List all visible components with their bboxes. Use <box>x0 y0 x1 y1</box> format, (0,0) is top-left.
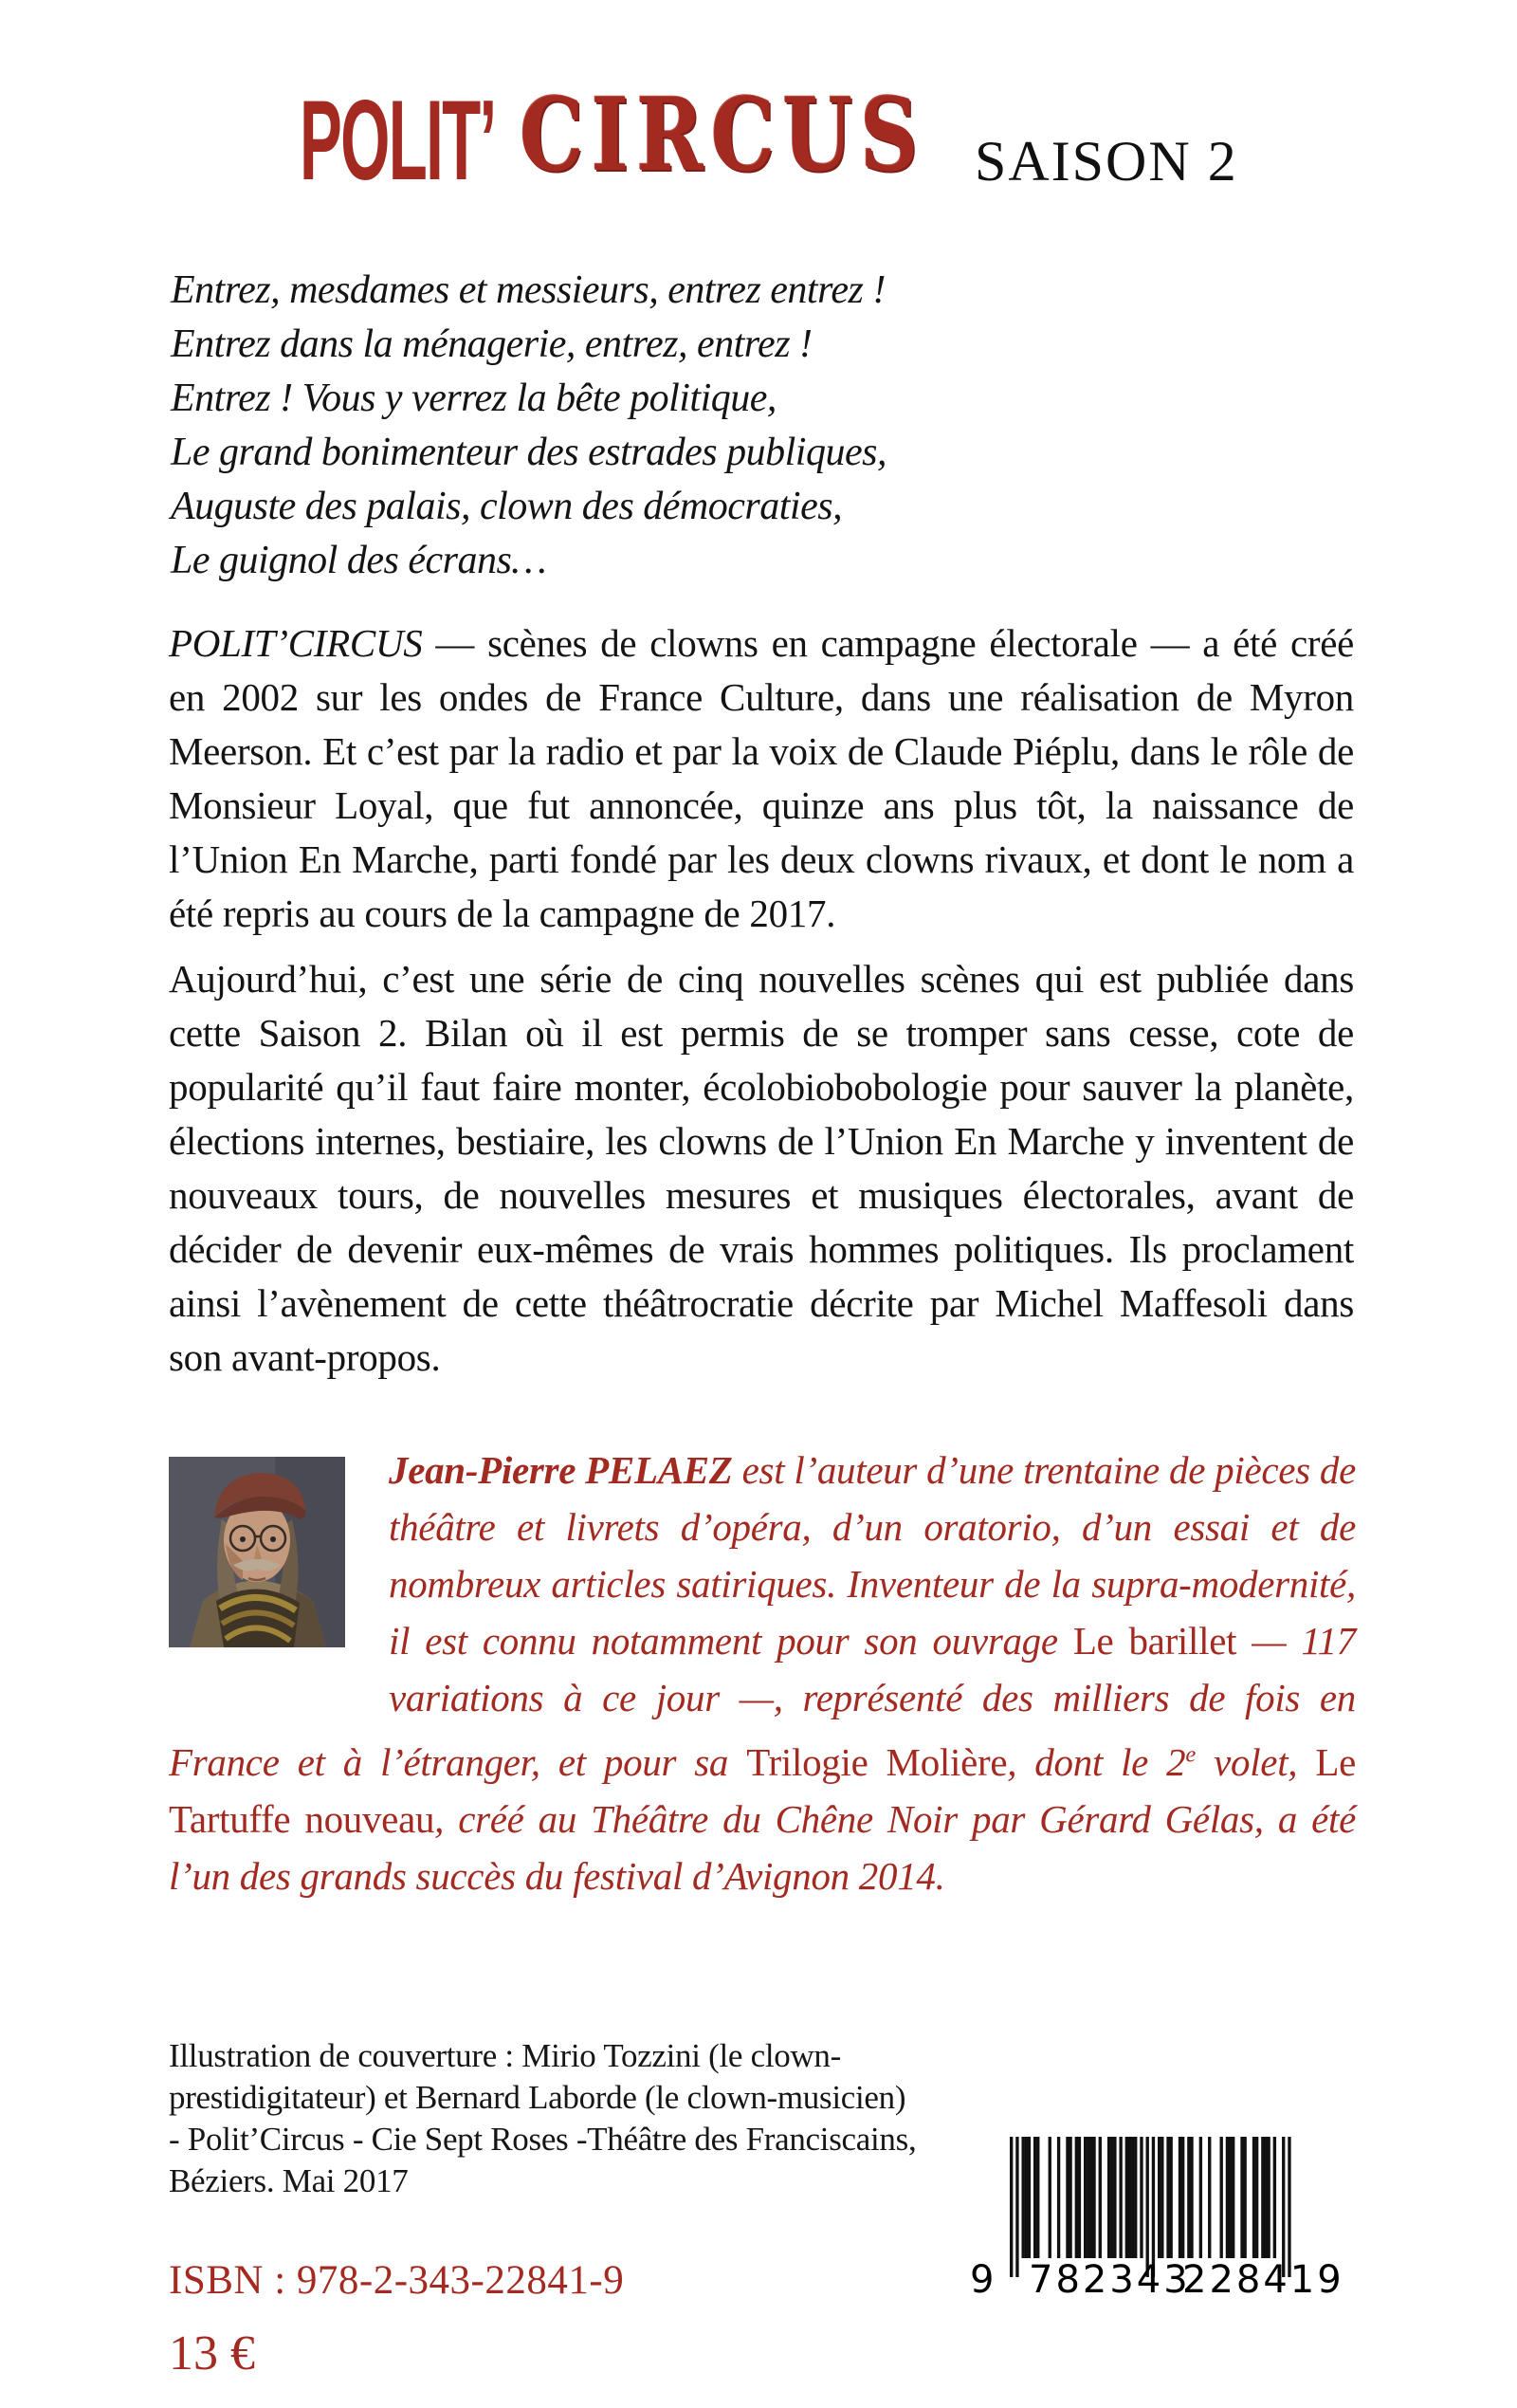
isbn-label: ISBN : 978-2-343-22841-9 <box>169 2258 625 2303</box>
synopsis-paragraph-2: Aujourd’hui, c’est une série de cinq nouvelles scènes qui est publiée dans cette Saison 2. Bilan où il est permis de se tromper sans cesse, cote de popularité qu’il faut faire monter, écolobiobobologie pour sauver la planète, élections internes, bestiaire, les clowns de l’Union En Marche y inventent de nouveaux tours, de nouvelles mesures et musiques électorales, avant de décider de devenir eux-mêmes de vrais hommes politiques. Ils proclament ainsi l’avènement de cette théâtrocratie décrite par Michel Maffesoli dans son avant-propos. <box>169 957 1354 1379</box>
credit-line: prestidigitateur) et Bernard Laborde (le clown-musicien) <box>169 2079 906 2116</box>
cover-credit <box>169 2035 965 2202</box>
author-photo <box>169 1457 345 1647</box>
synopsis-paragraph-1-text: — scènes de clowns en campagne électorale — a été créé en 2002 sur les ondes de France Culture, dans une réalisation de Myron Meerson. Et c’est par la radio et par la voix de Claude Piéplu, dans le rôle de Monsieur Loyal, que fut annoncée, quinze ans plus tôt, la naissance de l’Union En Marche, parti fondé par les deux clowns rivaux, et dont le nom a été repris au cours de la campagne de 2017. <box>169 621 1354 935</box>
poem-line: Entrez dans la ménagerie, entrez, entrez ! <box>171 322 813 366</box>
bio-segment: est l’auteur d’une trentaine de pièces de théâtre et livrets d’opéra, d’un oratorio, d’un essai et de nombreux articles satiriques. Inventeur de la supra-modernité, il est connu notamment pour son ouvrage <box>389 1448 1356 1663</box>
poem-line: Entrez ! Vous y verrez la bête politique, <box>171 377 777 420</box>
title-polit: POLIT’ <box>300 77 496 204</box>
poem-block <box>171 264 1214 588</box>
bio-segment: , créé au Théâtre du Chêne Noir par Gérard Gélas, a été l’un des grands succès du festival d’Avignon 2014. <box>169 1796 1356 1898</box>
bio-segment: e <box>1185 1741 1197 1767</box>
bio-segment: volet, <box>1196 1739 1316 1784</box>
bio-segment: Jean-Pierre PELAEZ <box>389 1448 742 1492</box>
barcode-digits-right: 228419 <box>1182 2258 1344 2302</box>
barcode-digits-left: 782343 <box>1029 2258 1191 2302</box>
poem-line: Le guignol des écrans… <box>171 539 547 582</box>
title-saison: SAISON 2 <box>975 130 1238 193</box>
poem-line: Le grand bonimenteur des estrades publiques, <box>171 431 886 474</box>
synopsis-paragraph-1 <box>169 616 1354 941</box>
credit-line: Illustration de couverture : Mirio Tozzini (le clown- <box>169 2037 841 2074</box>
book-title-inline: POLIT’CIRCUS <box>169 621 423 665</box>
poem-line: Auguste des palais, clown des démocraties, <box>171 485 843 528</box>
credit-line: - Polit’Circus - Cie Sept Roses -Théâtre des Franciscains, <box>169 2121 917 2158</box>
author-bio <box>169 1442 1356 1904</box>
bio-segment: Trilogie Molière <box>746 1739 1008 1784</box>
ean13-barcode <box>970 2137 1344 2303</box>
barcode-digit-lead: 9 <box>970 2258 995 2302</box>
bio-segment: Le barillet <box>1072 1619 1237 1663</box>
credit-line: Béziers. Mai 2017 <box>169 2162 409 2199</box>
bio-segment: Le Tartuffe nouveau <box>169 1739 1356 1841</box>
price-label: 13 € <box>169 2326 255 2380</box>
title-circus: CIRCUS <box>520 75 926 193</box>
poem-line: Entrez, mesdames et messieurs, entrez entrez ! <box>171 268 886 312</box>
synopsis-block <box>169 616 1354 1396</box>
bio-text <box>169 1448 1356 1898</box>
bio-segment: — 117 variations à ce jour —, représenté des milliers de fois en France et à l’étranger, et pour sa <box>169 1619 1356 1784</box>
bio-segment: , dont le 2 <box>1007 1739 1186 1784</box>
